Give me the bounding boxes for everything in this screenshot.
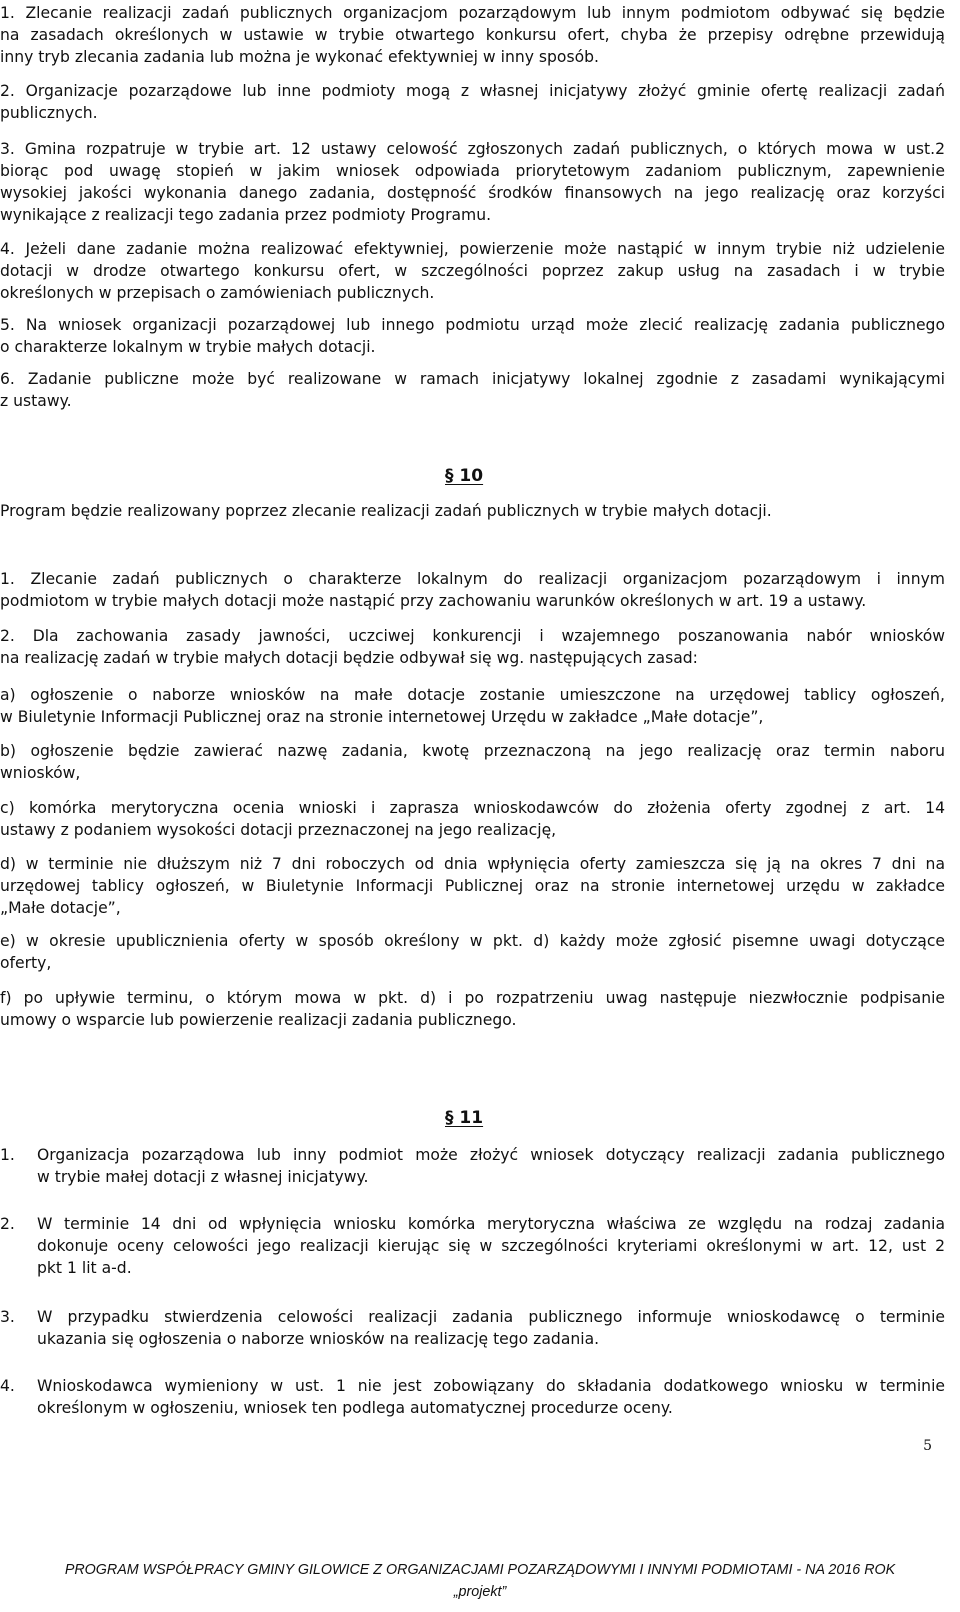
text-line: 2. Dla zachowania zasady jawności, uczciwej konkurencji i wzajemnego poszanowania nabór wniosków <box>0 627 945 645</box>
text-line: z ustawy. <box>0 392 72 410</box>
section-10-item-d <box>0 853 945 919</box>
text-line: na realizację zadań w trybie małych dotacji będzie odbywał się wg. następujących zasad: <box>0 649 698 667</box>
item-number: 1. <box>0 1146 15 1164</box>
text-line: b) ogłoszenie będzie zawierać nazwę zadania, kwotę przeznaczoną na jego realizację oraz termin naboru <box>0 742 945 760</box>
paragraph-6 <box>0 368 945 412</box>
text-line: a) ogłoszenie o naborze wniosków na małe dotacje zostanie umieszczone na urzędowej tablicy ogłoszeń, <box>0 686 945 704</box>
item-number: 3. <box>0 1308 15 1326</box>
section-10-lead <box>0 500 945 522</box>
text-line: na zasadach określonych w ustawie w trybie otwartego konkursu ofert, chyba że przepisy odrębne przewidują <box>0 26 945 44</box>
section-10-item-b <box>0 740 945 784</box>
item-text <box>37 1144 945 1188</box>
text-line: umowy o wsparcie lub powierzenie realizacji zadania publicznego. <box>0 1011 517 1029</box>
page-number: 5 <box>923 1438 932 1454</box>
text-line: c) komórka merytoryczna ocenia wnioski i zaprasza wnioskodawców do złożenia oferty zgodnej z art. 14 <box>0 799 945 817</box>
text-line: w Biuletynie Informacji Publicznej oraz na stronie internetowej Urzędu w zakładce „Małe dotacje”, <box>0 708 764 726</box>
text-line: 6. Zadanie publiczne może być realizowane w ramach inicjatywy lokalnej zgodnie z zasadami wynikającymi <box>0 370 945 388</box>
text-line: 2. Organizacje pozarządowe lub inne podmioty mogą z własnej inicjatywy złożyć gminie ofertę realizacji zadań <box>0 82 945 100</box>
text-line: e) w okresie upublicznienia oferty w sposób określony w pkt. d) każdy może zgłosić pisemne uwagi dotyczące <box>0 932 945 950</box>
text-line: ustawy z podaniem wysokości dotacji przeznaczonej na jego realizację, <box>0 821 557 839</box>
item-text <box>37 1375 945 1419</box>
paragraph-1 <box>0 2 945 68</box>
text-line: f) po upływie terminu, o którym mowa w pkt. d) i po rozpatrzeniu uwag następuje niezwłocznie podpisanie <box>0 989 945 1007</box>
text-line: pkt 1 lit a-d. <box>37 1259 132 1277</box>
item-number: 4. <box>0 1377 15 1395</box>
text-line: biorąc pod uwagę stopień w jakim wniosek odpowiada priorytetowym zadaniom publicznym, zapewnienie <box>0 162 945 180</box>
footer-subtitle: „projekt” <box>453 1584 507 1600</box>
section-10-point-2 <box>0 625 945 669</box>
text-line: Organizacja pozarządowa lub inny podmiot może złożyć wniosek dotyczący realizacji zadania publicznego <box>37 1146 945 1164</box>
text-line: „Małe dotacje”, <box>0 899 121 917</box>
text-line: określonych w przepisach o zamówieniach publicznych. <box>0 284 435 302</box>
text-line: wniosków, <box>0 764 81 782</box>
paragraph-5 <box>0 314 945 358</box>
text-line: o charakterze lokalnym w trybie małych dotacji. <box>0 338 376 356</box>
text-line: dokonuje oceny celowości jego realizacji kierując się w szczególności kryteriami określonymi w art. 12, ust 2 <box>37 1237 945 1255</box>
item-text <box>37 1306 945 1350</box>
text-line: wynikające z realizacji tego zadania przez podmioty Programu. <box>0 206 492 224</box>
text-line: W przypadku stwierdzenia celowości realizacji zadania publicznego informuje wnioskodawcę o terminie <box>37 1308 945 1326</box>
section-10-item-e <box>0 930 945 974</box>
text-line: wysokiej jakości wykonania danego zadania, dostępność środków finansowych na jego realizację oraz korzyści <box>0 184 945 202</box>
footer-title: PROGRAM WSPÓŁPRACY GMINY GILOWICE Z ORGANIZACJAMI POZARZĄDOWYMI I INNYMI PODMIOTAMI - NA 2016 ROK <box>64 1562 896 1578</box>
text-line: 3. Gmina rozpatruje w trybie art. 12 ustawy celowość zgłoszonych zadań publicznych, o których mowa w ust.2 <box>0 140 945 158</box>
text-line: 4. Jeżeli dane zadanie można realizować efektywniej, powierzenie może nastąpić w innym trybie niż udzielenie <box>0 240 945 258</box>
paragraph-3 <box>0 138 945 226</box>
text-line: ukazania się ogłoszenia o naborze wniosków na realizację tego zadania. <box>37 1330 600 1348</box>
text-line: 1. Zlecanie realizacji zadań publicznych organizacjom pozarządowym lub innym podmiotom odbywać się będzie <box>0 4 945 22</box>
text-line: oferty, <box>0 954 52 972</box>
text-line: 5. Na wniosek organizacji pozarządowej lub innego podmiotu urząd może zlecić realizację zadania publicznego <box>0 316 945 334</box>
section-10-point-1 <box>0 568 945 612</box>
paragraph-2 <box>0 80 945 124</box>
text-line: urzędowej tablicy ogłoszeń, w Biuletynie Informacji Publicznej oraz na stronie internetowej urzędu w zakładce <box>0 877 945 895</box>
text-line: d) w terminie nie dłuższym niż 7 dni roboczych od dnia wpłynięcia oferty zamieszcza się ją na okres 7 dni na <box>0 855 945 873</box>
text-line: publicznych. <box>0 104 98 122</box>
text-line: inny tryb zlecania zadania lub można je wykonać efektywniej w inny sposób. <box>0 48 599 66</box>
section-10-item-f <box>0 987 945 1031</box>
section-heading-11: § 11 <box>445 1108 484 1128</box>
section-heading-10: § 10 <box>445 466 484 486</box>
paragraph-4 <box>0 238 945 304</box>
section-10-item-a <box>0 684 945 728</box>
text-line: dotacji w drodze otwartego konkursu ofert, w szczególności poprzez zakup usług na zasadach i w trybie <box>0 262 945 280</box>
item-number: 2. <box>0 1215 15 1233</box>
text-line: 1. Zlecanie zadań publicznych o charakterze lokalnym do realizacji organizacjom pozarządowym i innym <box>0 570 945 588</box>
text-line: podmiotom w trybie małych dotacji może nastąpić przy zachowaniu warunków określonych w art. 19 a ustawy. <box>0 592 867 610</box>
text-line: Wnioskodawca wymieniony w ust. 1 nie jest zobowiązany do składania dodatkowego wniosku w terminie <box>37 1377 945 1395</box>
text-line: określonym w ogłoszeniu, wniosek ten podlega automatycznej procedurze oceny. <box>37 1399 673 1417</box>
item-text <box>37 1213 945 1279</box>
text-line: W terminie 14 dni od wpłynięcia wniosku komórka merytoryczna właściwa ze względu na rodzaj zadania <box>37 1215 945 1233</box>
section-10-item-c <box>0 797 945 841</box>
text-line: w trybie małej dotacji z własnej inicjatywy. <box>37 1168 369 1186</box>
text-line: Program będzie realizowany poprzez zlecanie realizacji zadań publicznych w trybie małych dotacji. <box>0 502 772 520</box>
